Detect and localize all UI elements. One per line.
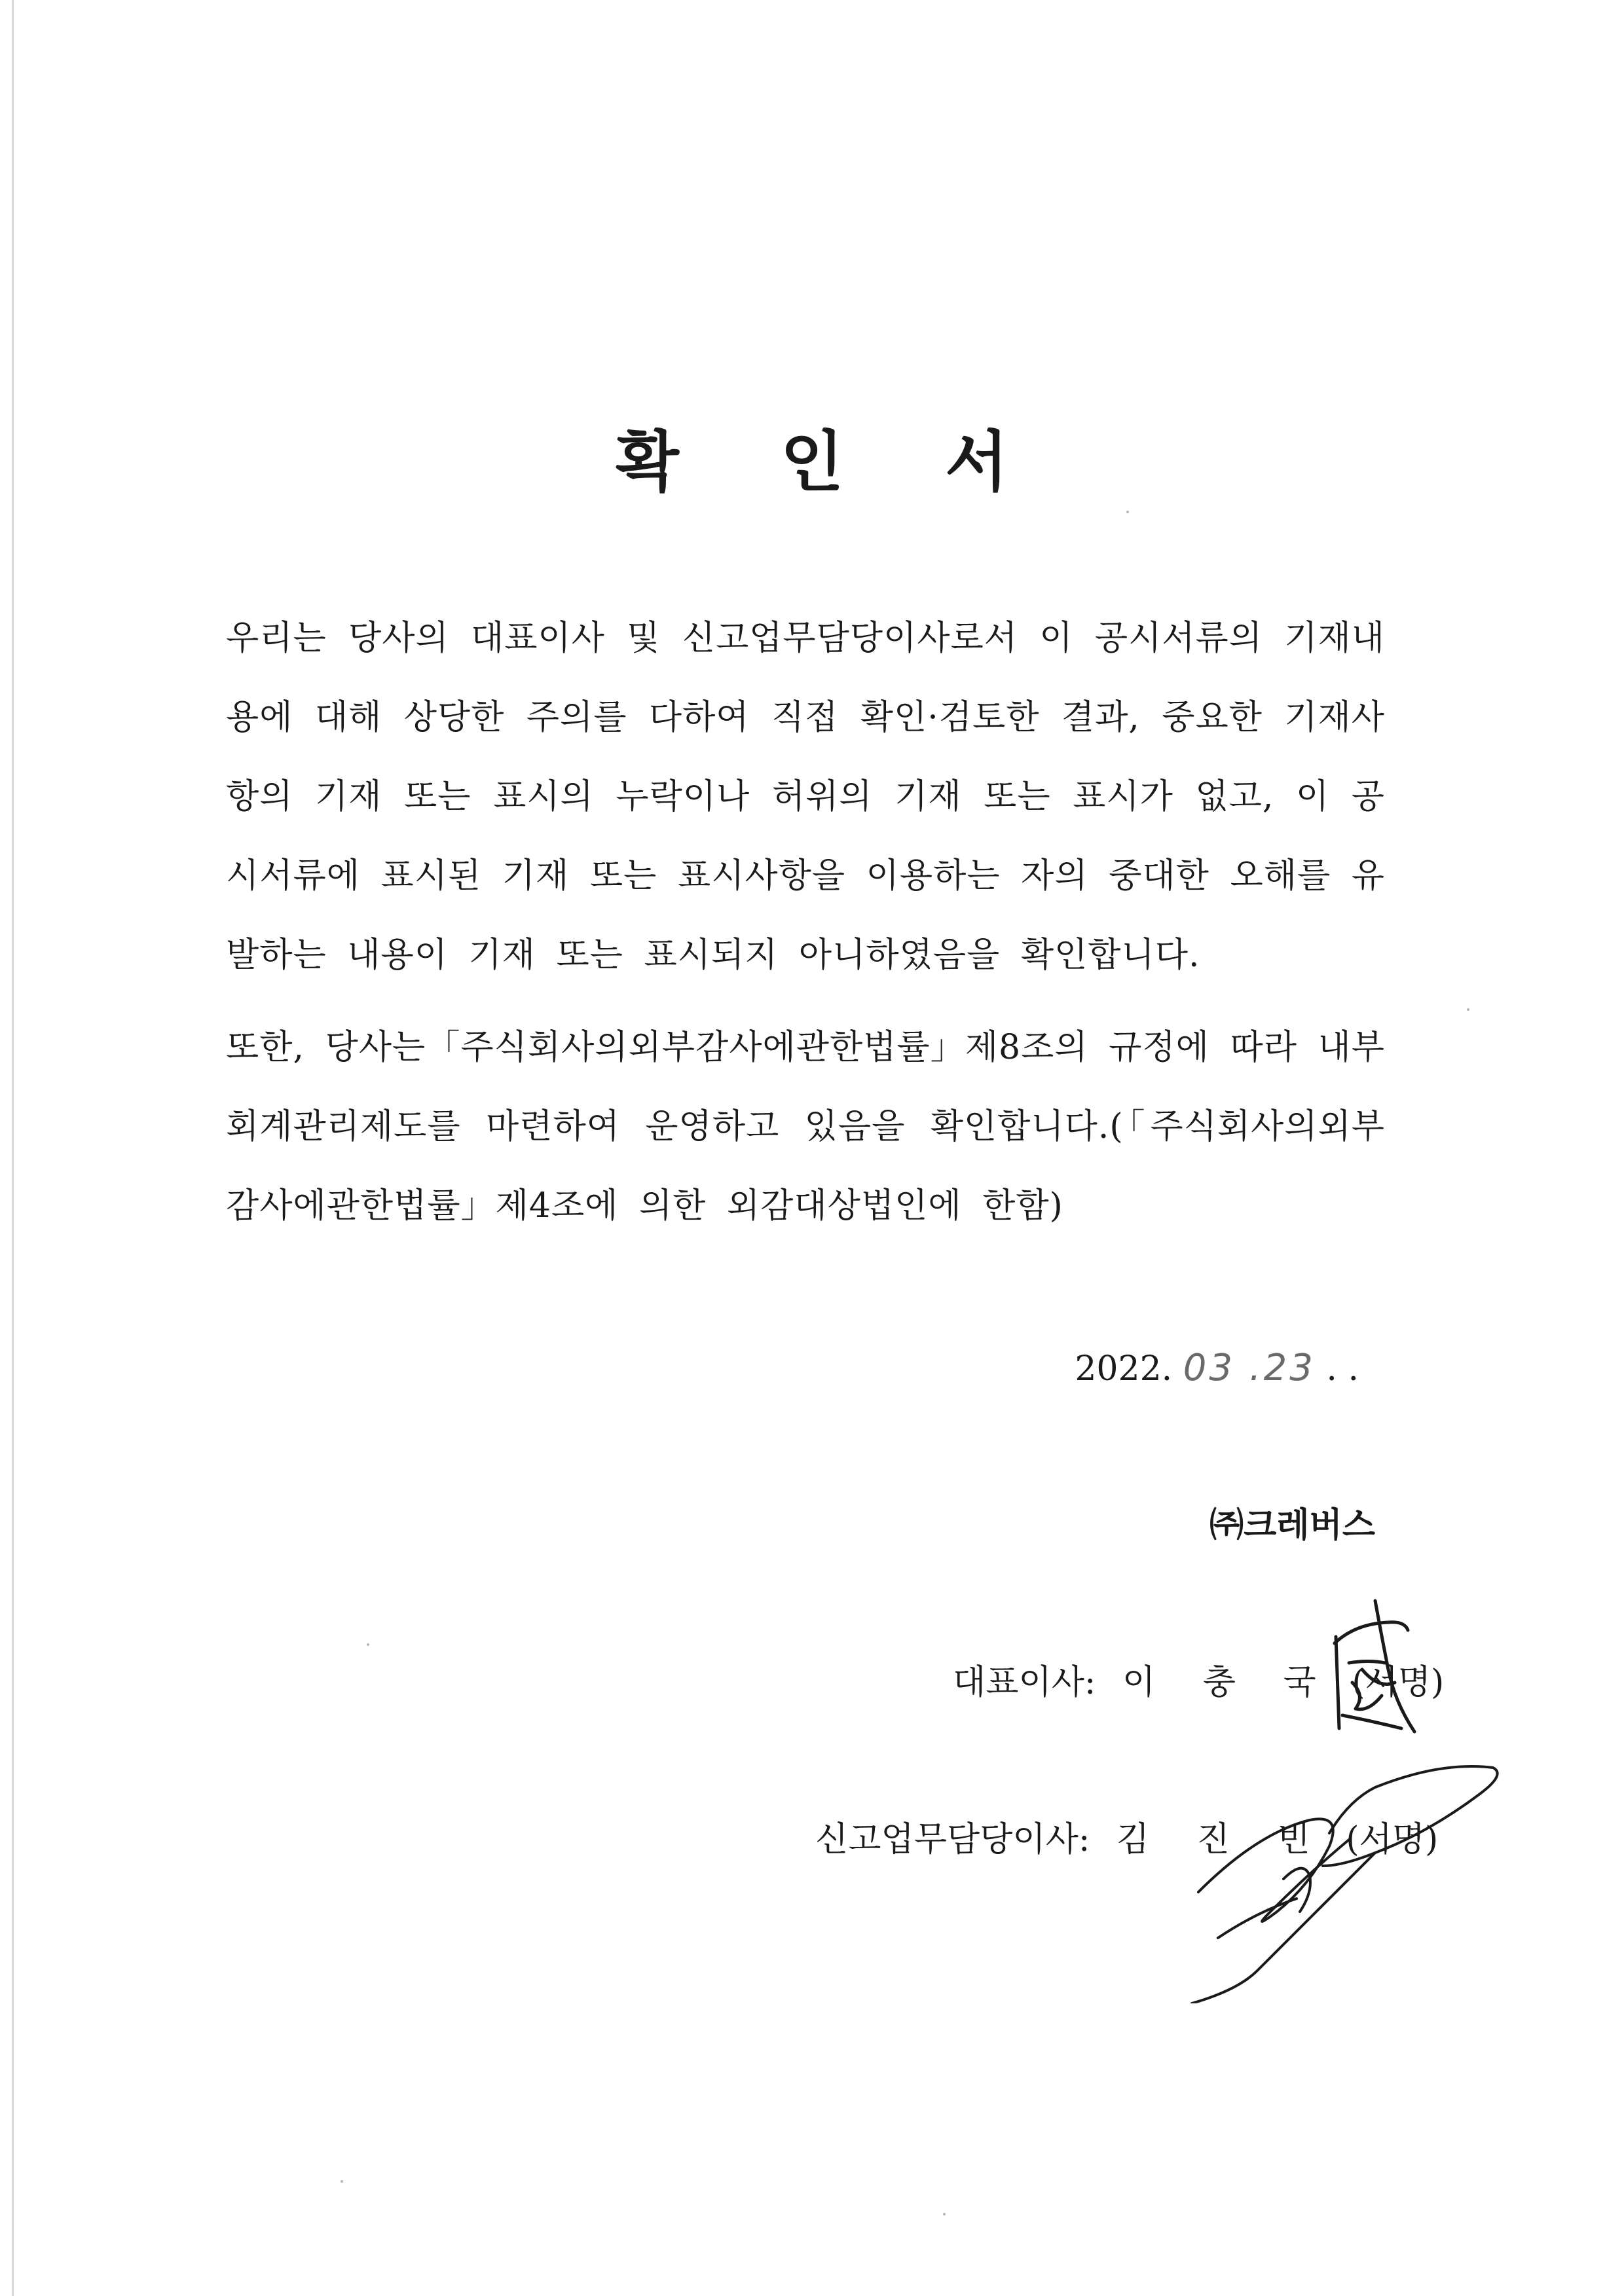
scan-edge-shadow	[12, 0, 14, 2296]
ceo-role-label: 대표이사:	[953, 1663, 1096, 1702]
scan-speck	[1126, 511, 1129, 513]
company-name: ㈜크레버스	[1209, 1506, 1375, 1545]
date-year: 2022.	[1075, 1349, 1173, 1389]
date-trailing-dots: . .	[1326, 1349, 1359, 1389]
ceo-name: 이 충 국	[1122, 1663, 1335, 1702]
confirmation-paragraph: 우리는 당사의 대표이사 및 신고업무담당이사로서 이 공시서류의 기재내용에 대해 상당한 주의를 다하여 직접 확인·검토한 결과, 중요한 기재사항의 기재 또는 표시의 누락이나 허위의 기재 또는 표시가 없고, 이 공시서류에 표시된 기재 또는 표시사항을 이용하는 자의 중대한 오해를 유발하는 내용이 기재 또는 표시되지 아니하였음을 확인합니다.	[226, 619, 1385, 975]
date-handwritten: 03 .23	[1183, 1347, 1316, 1389]
document-title: 확 인 서	[616, 423, 1048, 500]
scan-speck	[367, 1643, 369, 1646]
scan-speck	[943, 2213, 946, 2215]
officer-sign-label: (서명)	[1346, 1820, 1439, 1859]
ceo-handwritten-signature-icon	[1316, 1597, 1428, 1748]
internal-control-paragraph: 또한, 당사는「주식회사의외부감사에관한법률」제8조의 규정에 따라 내부회계관리제도를 마련하여 운영하고 있음을 확인합니다.(「주식회사의외부감사에관한법률」제4조에 의한 외감대상법인에 한함)	[226, 1028, 1385, 1226]
scan-speck	[1467, 1008, 1469, 1011]
date-line	[1075, 1336, 1359, 1402]
officer-handwritten-signature-icon	[1179, 1761, 1519, 2003]
officer-role-label: 신고업무담당이사:	[815, 1820, 1090, 1859]
scan-speck	[341, 2180, 343, 2183]
officer-name: 김 진 빈	[1116, 1820, 1329, 1859]
ceo-sign-label: (서명)	[1352, 1663, 1445, 1702]
